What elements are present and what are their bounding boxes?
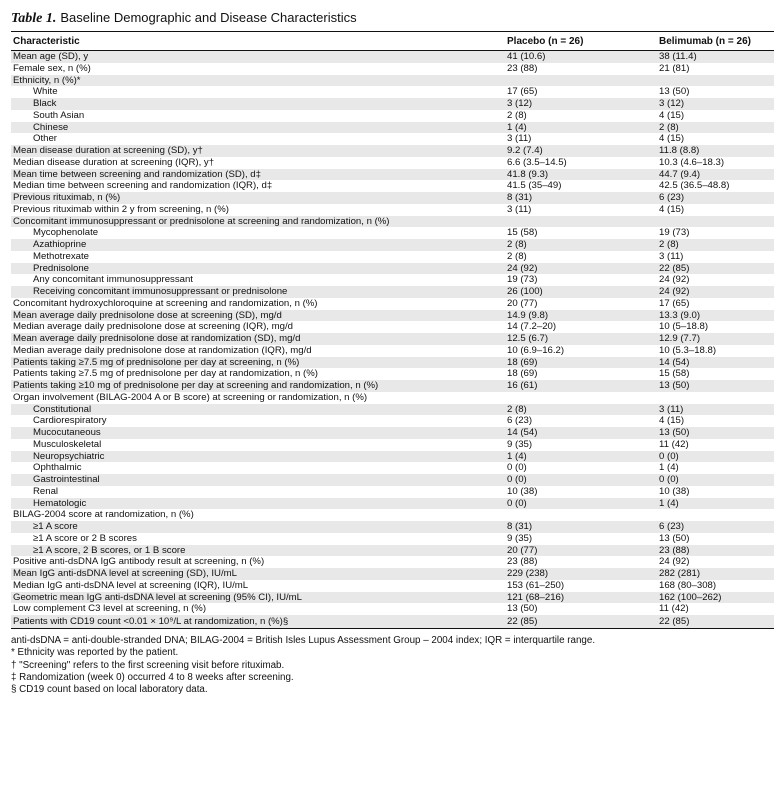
belimumab-value: 3 (12) bbox=[657, 98, 774, 110]
placebo-value bbox=[505, 75, 657, 87]
belimumab-value: 6 (23) bbox=[657, 521, 774, 533]
belimumab-value: 1 (4) bbox=[657, 498, 774, 510]
placebo-value: 14.9 (9.8) bbox=[505, 310, 657, 322]
table-row bbox=[11, 133, 774, 145]
table-row bbox=[11, 533, 774, 545]
placebo-value: 2 (8) bbox=[505, 239, 657, 251]
table-row bbox=[11, 486, 774, 498]
placebo-value: 8 (31) bbox=[505, 521, 657, 533]
row-label: Renal bbox=[33, 485, 59, 497]
table-row bbox=[11, 545, 774, 557]
row-label: Constitutional bbox=[11, 404, 505, 416]
table-row bbox=[11, 286, 774, 298]
table-row bbox=[11, 110, 774, 122]
belimumab-value: 10 (5–18.8) bbox=[659, 321, 709, 333]
row-label: Mucocutaneous bbox=[11, 427, 505, 439]
placebo-value: 13 (50) bbox=[507, 603, 538, 615]
placebo-value: 0 (0) bbox=[505, 498, 657, 510]
placebo-value: 23 (88) bbox=[507, 556, 538, 568]
belimumab-value: 3 (11) bbox=[657, 404, 774, 416]
table-row bbox=[11, 63, 774, 75]
belimumab-value: 162 (100–262) bbox=[657, 592, 774, 604]
footnote: anti-dsDNA = anti-double-stranded DNA; BILAG-2004 = British Isles Lupus Assessment Group – 2004 index; IQR = interquartile range. bbox=[11, 635, 596, 646]
belimumab-value: 0 (0) bbox=[657, 474, 774, 486]
belimumab-value: 11 (42) bbox=[659, 438, 689, 450]
row-label: Ethnicity, n (%)* bbox=[11, 75, 505, 87]
placebo-value: 22 (85) bbox=[505, 615, 657, 629]
placebo-value: 0 (0) bbox=[507, 462, 527, 474]
belimumab-value: 168 (80–308) bbox=[659, 579, 717, 591]
table-row bbox=[11, 321, 774, 333]
table-row bbox=[11, 51, 774, 63]
table-row bbox=[11, 392, 774, 404]
header-characteristic: Characteristic bbox=[11, 32, 505, 51]
row-label: Other bbox=[33, 133, 57, 145]
belimumab-value bbox=[657, 392, 774, 404]
table-row bbox=[11, 368, 774, 380]
belimumab-value: 38 (11.4) bbox=[657, 51, 774, 63]
placebo-value: 229 (238) bbox=[505, 568, 657, 580]
belimumab-value: 10 (5.3–18.8) bbox=[659, 344, 717, 356]
table-number: Table 1. bbox=[11, 11, 57, 26]
table-row bbox=[11, 603, 774, 615]
row-label: White bbox=[33, 86, 58, 98]
row-label: Mean IgG anti-dsDNA level at screening (SD), IU/mL bbox=[11, 568, 505, 580]
table-row bbox=[11, 509, 774, 521]
table-row bbox=[11, 169, 774, 181]
footnote: * Ethnicity was reported by the patient. bbox=[11, 647, 179, 659]
table-row bbox=[11, 216, 774, 228]
table-row bbox=[11, 298, 774, 310]
belimumab-value: 14 (54) bbox=[657, 357, 774, 369]
row-label: Concomitant hydroxychloroquine at screening and randomization, n (%) bbox=[13, 297, 318, 309]
table-row bbox=[11, 521, 774, 533]
placebo-value: 3 (12) bbox=[505, 98, 657, 110]
belimumab-value: 282 (281) bbox=[657, 568, 774, 580]
table-row bbox=[11, 274, 774, 286]
belimumab-value: 42.5 (36.5–48.8) bbox=[659, 180, 730, 192]
placebo-value: 14 (54) bbox=[505, 427, 657, 439]
table-row bbox=[11, 580, 774, 592]
table-row bbox=[11, 462, 774, 474]
table-row bbox=[11, 122, 774, 134]
row-label: Patients with CD19 count <0.01 × 10⁹/L at randomization, n (%)§ bbox=[11, 615, 505, 629]
table-caption: Baseline Demographic and Disease Characteristics bbox=[60, 10, 357, 25]
row-label: Concomitant immunosuppressant or prednisolone at screening and randomization, n (%) bbox=[11, 216, 505, 228]
table-row bbox=[11, 239, 774, 251]
belimumab-value bbox=[657, 75, 774, 87]
table-row bbox=[11, 227, 774, 239]
placebo-value: 3 (11) bbox=[507, 203, 532, 215]
belimumab-value: 22 (85) bbox=[657, 615, 774, 629]
row-label: Chinese bbox=[11, 122, 505, 134]
table-body bbox=[11, 51, 774, 629]
placebo-value: 24 (92) bbox=[505, 263, 657, 275]
row-label: Mean time between screening and randomization (SD), d‡ bbox=[11, 169, 505, 181]
row-label: Azathioprine bbox=[11, 239, 505, 251]
row-label: Mean age (SD), y bbox=[11, 51, 505, 63]
table-row bbox=[11, 157, 774, 169]
belimumab-value: 19 (73) bbox=[659, 227, 690, 239]
placebo-value: 9 (35) bbox=[507, 438, 533, 450]
row-label: Mean disease duration at screening (SD), y† bbox=[11, 145, 505, 157]
placebo-value: 6 (23) bbox=[507, 415, 533, 427]
header-belimumab: Belimumab (n = 26) bbox=[657, 32, 774, 51]
placebo-value: 15 (58) bbox=[507, 227, 538, 239]
row-label: ≥1 A score or 2 B scores bbox=[33, 532, 137, 544]
placebo-value bbox=[505, 509, 657, 521]
placebo-value: 2 (8) bbox=[507, 109, 527, 121]
belimumab-value: 15 (58) bbox=[659, 368, 690, 380]
row-label: Mean average daily prednisolone dose at randomization (SD), mg/d bbox=[11, 333, 505, 345]
row-label: Mean average daily prednisolone dose at screening (SD), mg/d bbox=[11, 310, 505, 322]
belimumab-value: 13.3 (9.0) bbox=[657, 310, 774, 322]
row-label: Hematologic bbox=[11, 498, 505, 510]
placebo-value: 41 (10.6) bbox=[505, 51, 657, 63]
placebo-value: 1 (4) bbox=[505, 122, 657, 134]
placebo-value: 20 (77) bbox=[505, 545, 657, 557]
belimumab-value bbox=[657, 509, 774, 521]
placebo-value: 17 (65) bbox=[507, 86, 538, 98]
row-label: Median average daily prednisolone dose at randomization (IQR), mg/d bbox=[13, 344, 312, 356]
row-label: Neuropsychiatric bbox=[11, 451, 505, 463]
characteristics-table bbox=[11, 32, 774, 629]
row-label: Any concomitant immunosuppressant bbox=[33, 274, 193, 286]
belimumab-value: 24 (92) bbox=[659, 274, 690, 286]
table-row bbox=[11, 345, 774, 357]
row-label: Median disease duration at screening (IQR), y† bbox=[13, 156, 215, 168]
belimumab-value: 1 (4) bbox=[659, 462, 679, 474]
belimumab-value: 21 (81) bbox=[659, 62, 690, 74]
table-row bbox=[11, 357, 774, 369]
belimumab-value: 13 (50) bbox=[657, 427, 774, 439]
table-row bbox=[11, 204, 774, 216]
belimumab-value: 0 (0) bbox=[657, 451, 774, 463]
table-row bbox=[11, 415, 774, 427]
belimumab-value: 13 (50) bbox=[659, 86, 690, 98]
row-label: Prednisolone bbox=[11, 263, 505, 275]
belimumab-value: 24 (92) bbox=[657, 286, 774, 298]
row-label: Patients taking ≥7.5 mg of prednisolone per day at screening, n (%) bbox=[11, 357, 505, 369]
placebo-value: 26 (100) bbox=[505, 286, 657, 298]
table-row bbox=[11, 263, 774, 275]
placebo-value: 18 (69) bbox=[505, 357, 657, 369]
placebo-value: 0 (0) bbox=[505, 474, 657, 486]
row-label: Ophthalmic bbox=[33, 462, 82, 474]
placebo-value: 18 (69) bbox=[507, 368, 538, 380]
row-label: Gastrointestinal bbox=[11, 474, 505, 486]
belimumab-value: 12.9 (7.7) bbox=[657, 333, 774, 345]
belimumab-value: 2 (8) bbox=[657, 122, 774, 134]
row-label: Methotrexate bbox=[33, 250, 89, 262]
placebo-value: 2 (8) bbox=[505, 404, 657, 416]
table-row bbox=[11, 568, 774, 580]
placebo-value bbox=[505, 392, 657, 404]
row-label: Median IgG anti-dsDNA level at screening (IQR), IU/mL bbox=[13, 579, 249, 591]
table-row bbox=[11, 192, 774, 204]
placebo-value: 153 (61–250) bbox=[507, 579, 565, 591]
footnote: § CD19 count based on local laboratory data. bbox=[11, 684, 208, 696]
placebo-value: 12.5 (6.7) bbox=[505, 333, 657, 345]
row-label: Positive anti-dsDNA IgG antibody result at screening, n (%) bbox=[13, 556, 265, 568]
placebo-value: 2 (8) bbox=[507, 250, 527, 262]
table-row bbox=[11, 333, 774, 345]
table-row bbox=[11, 145, 774, 157]
belimumab-value: 11.8 (8.8) bbox=[657, 145, 774, 157]
table-row bbox=[11, 615, 774, 629]
table-row bbox=[11, 310, 774, 322]
header-row bbox=[11, 32, 774, 51]
placebo-value: 20 (77) bbox=[507, 297, 538, 309]
placebo-value: 6.6 (3.5–14.5) bbox=[507, 156, 567, 168]
placebo-value: 16 (61) bbox=[505, 380, 657, 392]
belimumab-value: 6 (23) bbox=[657, 192, 774, 204]
table-row bbox=[11, 592, 774, 604]
table-row bbox=[11, 404, 774, 416]
placebo-value: 23 (88) bbox=[507, 62, 538, 74]
belimumab-value: 10 (38) bbox=[659, 485, 690, 497]
placebo-value: 41.8 (9.3) bbox=[505, 169, 657, 181]
placebo-value: 1 (4) bbox=[505, 451, 657, 463]
row-label: Geometric mean IgG anti-dsDNA level at screening (95% CI), IU/mL bbox=[11, 592, 505, 604]
placebo-value: 10 (6.9–16.2) bbox=[507, 344, 565, 356]
row-label: Female sex, n (%) bbox=[13, 62, 91, 74]
belimumab-value: 3 (11) bbox=[659, 250, 684, 262]
placebo-value bbox=[505, 216, 657, 228]
table-row bbox=[11, 86, 774, 98]
belimumab-value: 13 (50) bbox=[657, 380, 774, 392]
belimumab-value bbox=[657, 216, 774, 228]
belimumab-value: 23 (88) bbox=[657, 545, 774, 557]
table-row bbox=[11, 98, 774, 110]
row-label: BILAG-2004 score at randomization, n (%) bbox=[13, 509, 194, 521]
belimumab-value: 11 (42) bbox=[659, 603, 689, 615]
table-row bbox=[11, 439, 774, 451]
placebo-value: 3 (11) bbox=[507, 133, 532, 145]
placebo-value: 41.5 (35–49) bbox=[507, 180, 562, 192]
placebo-value: 9 (35) bbox=[507, 532, 533, 544]
belimumab-value: 17 (65) bbox=[659, 297, 690, 309]
belimumab-value: 4 (15) bbox=[659, 415, 685, 427]
table-row bbox=[11, 251, 774, 263]
footnotes bbox=[11, 635, 774, 696]
row-label: Black bbox=[11, 98, 505, 110]
row-label: ≥1 A score, 2 B scores, or 1 B score bbox=[11, 545, 505, 557]
row-label: Median time between screening and randomization (IQR), d‡ bbox=[13, 180, 273, 192]
belimumab-value: 2 (8) bbox=[657, 239, 774, 251]
belimumab-value: 24 (92) bbox=[659, 556, 690, 568]
table-row bbox=[11, 75, 774, 87]
table-row bbox=[11, 498, 774, 510]
row-label: Mycophenolate bbox=[33, 227, 99, 239]
placebo-value: 10 (38) bbox=[507, 485, 538, 497]
placebo-value: 121 (68–216) bbox=[505, 592, 657, 604]
belimumab-value: 44.7 (9.4) bbox=[657, 169, 774, 181]
table-row bbox=[11, 180, 774, 192]
table-row bbox=[11, 380, 774, 392]
row-label: Median average daily prednisolone dose at screening (IQR), mg/d bbox=[13, 321, 293, 333]
row-label: Previous rituximab, n (%) bbox=[11, 192, 505, 204]
placebo-value: 9.2 (7.4) bbox=[505, 145, 657, 157]
row-label: ≥1 A score bbox=[11, 521, 505, 533]
table-row bbox=[11, 451, 774, 463]
row-label: South Asian bbox=[33, 109, 85, 121]
row-label: Patients taking ≥10 mg of prednisolone per day at screening and randomization, n (%) bbox=[11, 380, 505, 392]
belimumab-value: 13 (50) bbox=[659, 532, 690, 544]
table-row bbox=[11, 474, 774, 486]
belimumab-value: 10.3 (4.6–18.3) bbox=[659, 156, 725, 168]
row-label: Previous rituximab within 2 y from screening, n (%) bbox=[13, 203, 229, 215]
row-label: Cardiorespiratory bbox=[33, 415, 107, 427]
belimumab-value: 4 (15) bbox=[659, 109, 685, 121]
placebo-value: 8 (31) bbox=[505, 192, 657, 204]
belimumab-value: 4 (15) bbox=[659, 133, 685, 145]
footnote: ‡ Randomization (week 0) occurred 4 to 8 weeks after screening. bbox=[11, 671, 294, 683]
row-label: Patients taking ≥7.5 mg of prednisolone per day at randomization, n (%) bbox=[13, 368, 318, 380]
row-label: Organ involvement (BILAG-2004 A or B score) at screening or randomization, n (%) bbox=[13, 391, 368, 403]
row-label: Musculoskeletal bbox=[33, 438, 102, 450]
placebo-value: 14 (7.2–20) bbox=[507, 321, 557, 333]
placebo-value: 19 (73) bbox=[507, 274, 538, 286]
row-label: Receiving concomitant immunosuppressant or prednisolone bbox=[11, 286, 505, 298]
row-label: Low complement C3 level at screening, n (%) bbox=[13, 603, 207, 615]
belimumab-value: 22 (85) bbox=[657, 263, 774, 275]
table-row bbox=[11, 556, 774, 568]
footnote: † "Screening" refers to the first screening visit before rituximab. bbox=[11, 659, 285, 671]
header-placebo: Placebo (n = 26) bbox=[505, 32, 657, 51]
table-row bbox=[11, 427, 774, 439]
table-title bbox=[11, 9, 774, 27]
belimumab-value: 4 (15) bbox=[659, 203, 685, 215]
